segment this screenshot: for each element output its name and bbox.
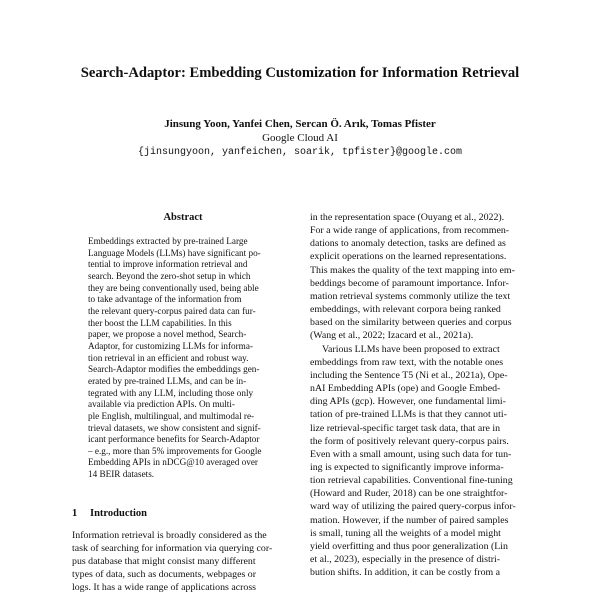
author-list: Jinsung Yoon, Yanfei Chen, Sercan Ö. Arık, Tomas Pfister xyxy=(164,118,436,130)
text-line: explicit operations on the learned representations. xyxy=(310,251,507,263)
text-line: to take advantage of the information from xyxy=(88,294,242,305)
text-line: yield overfitting and thus poor generalization (Lin xyxy=(310,540,508,552)
text-line: ding APIs (gcp). However, one fundamental limi- xyxy=(310,396,506,408)
text-line: tential to improve information retrieval and xyxy=(88,259,248,270)
introduction-body xyxy=(72,529,294,594)
text-line: based on the similarity between queries and corpus xyxy=(310,317,512,329)
paragraph-representation-space xyxy=(310,211,534,343)
text-line: the form of positively relevant query-corpus pairs. xyxy=(310,435,509,447)
abstract-body xyxy=(88,236,278,481)
text-line: Various LLMs have been proposed to extract xyxy=(322,343,500,355)
text-line: Information retrieval is broadly considered as the xyxy=(72,530,267,541)
text-line: Language Models (LLMs) have significant po- xyxy=(88,247,261,258)
text-line: tegrated with any LLM, including those only xyxy=(88,387,254,398)
text-line: they are being conventionally used, being able xyxy=(88,282,259,293)
text-line: task of searching for information via querying cor- xyxy=(72,543,273,555)
right-column-text xyxy=(310,211,534,579)
section-title: Introduction xyxy=(90,508,147,519)
text-line: 14 BEIR datasets. xyxy=(88,469,155,480)
text-line: – e.g., more than 5% improvements for Google xyxy=(88,445,262,456)
text-line: beddings become of paramount importance. Infor- xyxy=(310,277,509,289)
text-line: Embedding APIs in nDCG@10 averaged over xyxy=(88,457,258,468)
text-line: et al., 2023), especially in the presence of distri- xyxy=(310,554,501,566)
text-line: pus database that might consist many different xyxy=(72,556,256,568)
text-line: paper, we propose a novel method, Search- xyxy=(88,329,247,340)
text-line: (Wang et al., 2022; Izacard et al., 2021a). xyxy=(310,330,474,342)
text-line: bution shifts. In addition, it can be costly from a xyxy=(310,567,501,579)
text-line: (Howard and Ruder, 2018) can be one straightfor- xyxy=(310,488,508,500)
text-line: ple English, multilingual, and multimodal re- xyxy=(88,410,255,421)
text-line: tion retrieval in an efficient and robust way. xyxy=(88,352,249,363)
text-line: icant performance benefits for Search-Adaptor xyxy=(88,434,260,445)
text-line: types of data, such as documents, webpages or xyxy=(72,569,257,581)
text-line: logs. It has a wide range of applications across xyxy=(72,582,257,594)
text-line: dations to anomaly detection, tasks are defined as xyxy=(310,238,506,250)
text-line: ther boost the LLM capabilities. In this xyxy=(88,317,232,328)
text-line: For a wide range of applications, from recommen- xyxy=(310,225,510,237)
paper-title: Search-Adaptor: Embedding Customization for Information Retrieval xyxy=(80,65,520,81)
text-line: is small, tuning all the weights of a model might xyxy=(310,527,501,539)
affiliation: Google Cloud AI xyxy=(262,132,338,144)
abstract-heading: Abstract xyxy=(163,212,203,223)
text-line: including the Sentence T5 (Ni et al., 2021a), Ope- xyxy=(310,369,508,381)
text-line: embeddings, with relevant corpora being ranked xyxy=(310,304,501,316)
text-line: lize retrieval-specific target task data, that are in xyxy=(310,422,501,434)
text-line: trieval datasets, we show consistent and signif- xyxy=(88,422,261,433)
text-line: tion retrieval capabilities. Conventional fine-tuning xyxy=(310,475,513,487)
text-line: tation of pre-trained LLMs is that they cannot uti- xyxy=(310,409,507,421)
section-number: 1 xyxy=(72,508,78,519)
text-line: Adaptor, for customizing LLMs for informa- xyxy=(88,340,253,351)
text-line: in the representation space (Ouyang et al., 2022). xyxy=(310,212,505,223)
text-line: ing is expected to significantly improve informa- xyxy=(310,461,504,473)
text-line: Even with a small amount, using such data for tun- xyxy=(310,448,512,460)
text-line: Search-Adaptor modifies the embeddings gen- xyxy=(88,364,260,375)
text-line: available via prediction APIs. On multi- xyxy=(88,399,235,410)
text-line: mation. However, if the number of paired samples xyxy=(310,514,509,526)
text-line: search. Beyond the zero-shot setup in which xyxy=(88,270,251,281)
text-line: erated by pre-trained LLMs, and can be in- xyxy=(88,375,247,386)
text-line: ward way of utilizing the paired query-corpus infor- xyxy=(310,501,516,513)
text-line: nAI Embedding APIs (ope) and Google Embed- xyxy=(310,383,501,395)
text-line: embeddings from raw text, with the notable ones xyxy=(310,356,504,368)
text-line: the relevant query-corpus paired data can fur- xyxy=(88,305,256,316)
author-emails: {jinsungyoon, yanfeichen, soarik, tpfister}@google.com xyxy=(137,147,463,158)
text-line: Embeddings extracted by pre-trained Large xyxy=(88,236,248,246)
text-line: mation retrieval systems commonly utilize the text xyxy=(310,290,511,302)
section-heading-introduction xyxy=(72,507,147,520)
text-line: This makes the quality of the text mapping into em- xyxy=(310,264,515,276)
paragraph-various-llms xyxy=(310,343,534,580)
